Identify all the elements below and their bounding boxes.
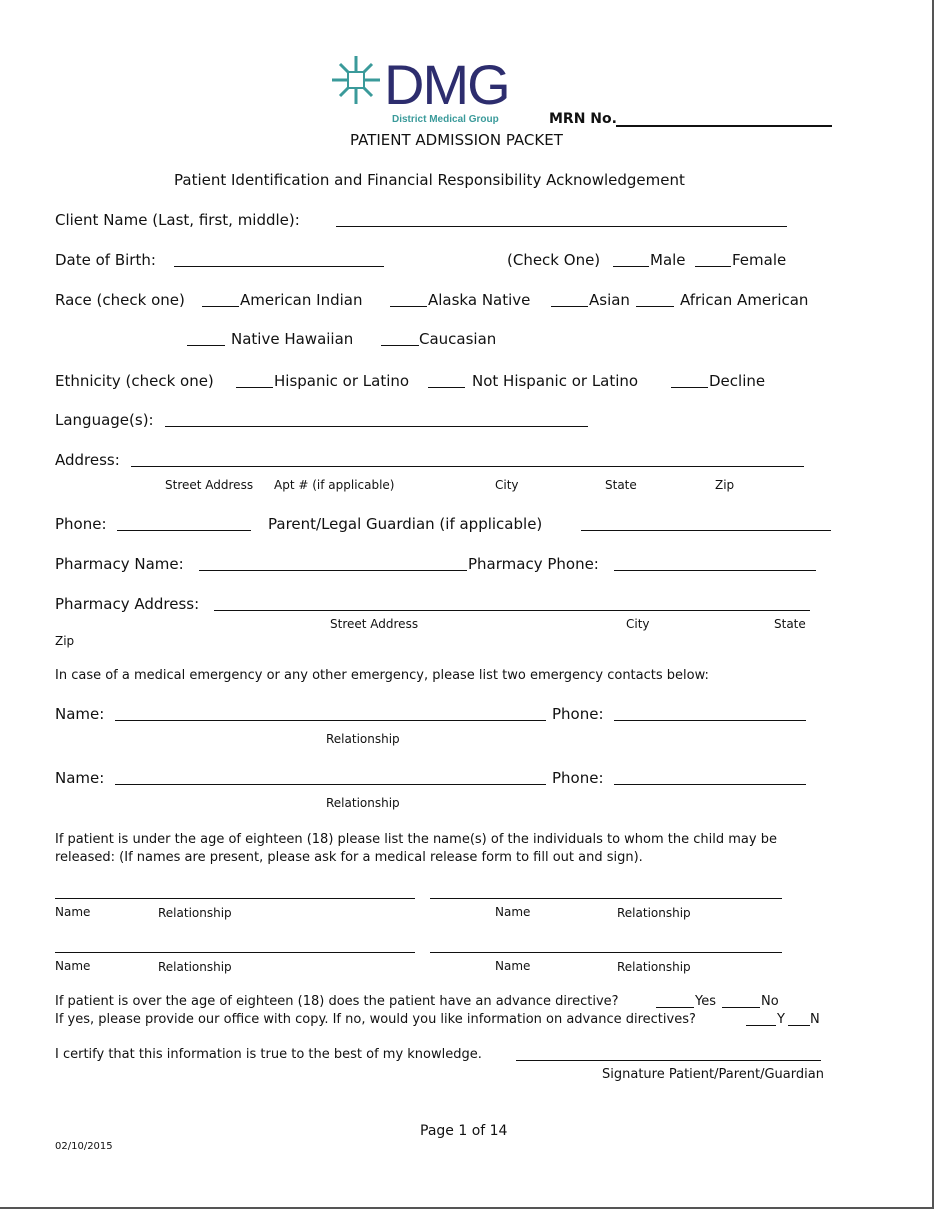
- directive-no-checkline[interactable]: [722, 1007, 760, 1008]
- minor-line-1a[interactable]: [55, 898, 415, 899]
- asian-label: Asian: [589, 291, 630, 309]
- emergency-name-label-2: Name:: [55, 769, 105, 787]
- signature-caption: Signature Patient/Parent/Guardian: [602, 1067, 824, 1082]
- minor-rel-caption-1a: Relationship: [158, 906, 232, 920]
- dmg-logo-mark-icon: [330, 54, 382, 106]
- female-label: Female: [732, 251, 787, 269]
- minor-name-caption-2b: Name: [495, 959, 531, 973]
- male-label: Male: [650, 251, 686, 269]
- phone-label: Phone:: [55, 515, 107, 533]
- pharm-city-caption: City: [626, 617, 650, 631]
- directive-y-checkline[interactable]: [746, 1025, 776, 1026]
- pharm-street-caption: Street Address: [330, 617, 419, 631]
- street-address-caption: Street Address: [165, 478, 254, 492]
- pharmacy-name-line[interactable]: [199, 570, 467, 571]
- decline-label: Decline: [709, 372, 766, 390]
- packet-title: PATIENT ADMISSION PACKET: [350, 131, 563, 149]
- pharm-state-caption: State: [774, 617, 806, 631]
- native-hawaiian-label: Native Hawaiian: [231, 330, 354, 348]
- not-hispanic-checkline[interactable]: [428, 387, 465, 388]
- caucasian-label: Caucasian: [419, 330, 497, 348]
- emergency-name-label-1: Name:: [55, 705, 105, 723]
- hispanic-label: Hispanic or Latino: [274, 372, 410, 390]
- minor-intro-line2: released: (If names are present, please ask for a medical release form to fill out and sign).: [55, 850, 643, 865]
- asian-checkline[interactable]: [551, 306, 588, 307]
- minor-rel-caption-2b: Relationship: [617, 960, 691, 974]
- emergency-phone-label-2: Phone:: [552, 769, 604, 787]
- female-checkline[interactable]: [695, 266, 731, 267]
- mrn-line[interactable]: [616, 125, 832, 127]
- minor-name-caption-1b: Name: [495, 905, 531, 919]
- guardian-line[interactable]: [581, 530, 831, 531]
- decline-checkline[interactable]: [671, 387, 708, 388]
- certify-text: I certify that this information is true to the best of my knowledge.: [55, 1047, 482, 1062]
- directive-no-label: No: [761, 994, 779, 1009]
- dob-line[interactable]: [174, 266, 384, 267]
- directive-n-checkline[interactable]: [788, 1025, 810, 1026]
- logo-text: DMG: [384, 53, 509, 116]
- male-checkline[interactable]: [613, 266, 649, 267]
- pharmacy-address-line[interactable]: [214, 610, 810, 611]
- directive-yes-checkline[interactable]: [656, 1007, 694, 1008]
- alaska-native-checkline[interactable]: [390, 306, 427, 307]
- zip-caption: Zip: [715, 478, 735, 492]
- caucasian-checkline[interactable]: [381, 345, 419, 346]
- state-caption: State: [605, 478, 637, 492]
- directive-line2: If yes, please provide our office with copy. If no, would you like information on advance directives?: [55, 1012, 696, 1027]
- emergency-phone-label-1: Phone:: [552, 705, 604, 723]
- emergency-phone-line-1[interactable]: [614, 720, 806, 721]
- hispanic-checkline[interactable]: [236, 387, 273, 388]
- apt-caption: Apt # (if applicable): [274, 478, 395, 492]
- dob-label: Date of Birth:: [55, 251, 156, 269]
- client-name-label: Client Name (Last, first, middle):: [55, 211, 300, 229]
- american-indian-checkline[interactable]: [202, 306, 239, 307]
- client-name-line[interactable]: [336, 226, 787, 227]
- emergency-phone-line-2[interactable]: [614, 784, 806, 785]
- logo-subtitle: District Medical Group: [392, 114, 499, 125]
- footer-date: 02/10/2015: [55, 1141, 113, 1152]
- languages-label: Language(s):: [55, 411, 154, 429]
- african-american-label: African American: [680, 291, 809, 309]
- minor-name-caption-1a: Name: [55, 905, 91, 919]
- address-label: Address:: [55, 451, 120, 469]
- not-hispanic-label: Not Hispanic or Latino: [472, 372, 639, 390]
- african-american-checkline[interactable]: [636, 306, 674, 307]
- pharmacy-phone-label: Pharmacy Phone:: [468, 555, 599, 573]
- minor-line-1b[interactable]: [430, 898, 782, 899]
- guardian-label: Parent/Legal Guardian (if applicable): [268, 515, 543, 533]
- american-indian-label: American Indian: [240, 291, 363, 309]
- address-line[interactable]: [131, 466, 804, 467]
- mrn-label: MRN No.: [549, 111, 617, 127]
- alaska-native-label: Alaska Native: [428, 291, 531, 309]
- languages-line[interactable]: [165, 426, 588, 427]
- race-label: Race (check one): [55, 291, 185, 309]
- relationship-caption-2: Relationship: [326, 796, 400, 810]
- form-title: Patient Identification and Financial Responsibility Acknowledgement: [174, 171, 685, 189]
- directive-n-label: N: [810, 1012, 820, 1027]
- emergency-name-line-2[interactable]: [115, 784, 546, 785]
- phone-line[interactable]: [117, 530, 251, 531]
- pharmacy-address-label: Pharmacy Address:: [55, 595, 200, 613]
- relationship-caption-1: Relationship: [326, 732, 400, 746]
- ethnicity-label: Ethnicity (check one): [55, 372, 214, 390]
- minor-line-2a[interactable]: [55, 952, 415, 953]
- directive-yes-label: Yes: [695, 994, 716, 1009]
- minor-rel-caption-1b: Relationship: [617, 906, 691, 920]
- signature-line[interactable]: [516, 1060, 821, 1061]
- city-caption: City: [495, 478, 519, 492]
- minor-name-caption-2a: Name: [55, 959, 91, 973]
- native-hawaiian-checkline[interactable]: [187, 345, 225, 346]
- minor-intro-line1: If patient is under the age of eighteen (18) please list the name(s) of the individuals to whom the child may be: [55, 832, 777, 847]
- directive-y-label: Y: [777, 1012, 785, 1027]
- pharmacy-phone-line[interactable]: [614, 570, 816, 571]
- minor-rel-caption-2a: Relationship: [158, 960, 232, 974]
- directive-line1: If patient is over the age of eighteen (18) does the patient have an advance directive?: [55, 994, 619, 1009]
- emergency-name-line-1[interactable]: [115, 720, 546, 721]
- minor-line-2b[interactable]: [430, 952, 782, 953]
- pharm-zip-caption: Zip: [55, 634, 75, 648]
- gender-check-label: (Check One): [507, 251, 601, 269]
- page-number: Page 1 of 14: [420, 1123, 508, 1139]
- emergency-intro: In case of a medical emergency or any other emergency, please list two emergency contacts below:: [55, 668, 709, 683]
- pharmacy-name-label: Pharmacy Name:: [55, 555, 184, 573]
